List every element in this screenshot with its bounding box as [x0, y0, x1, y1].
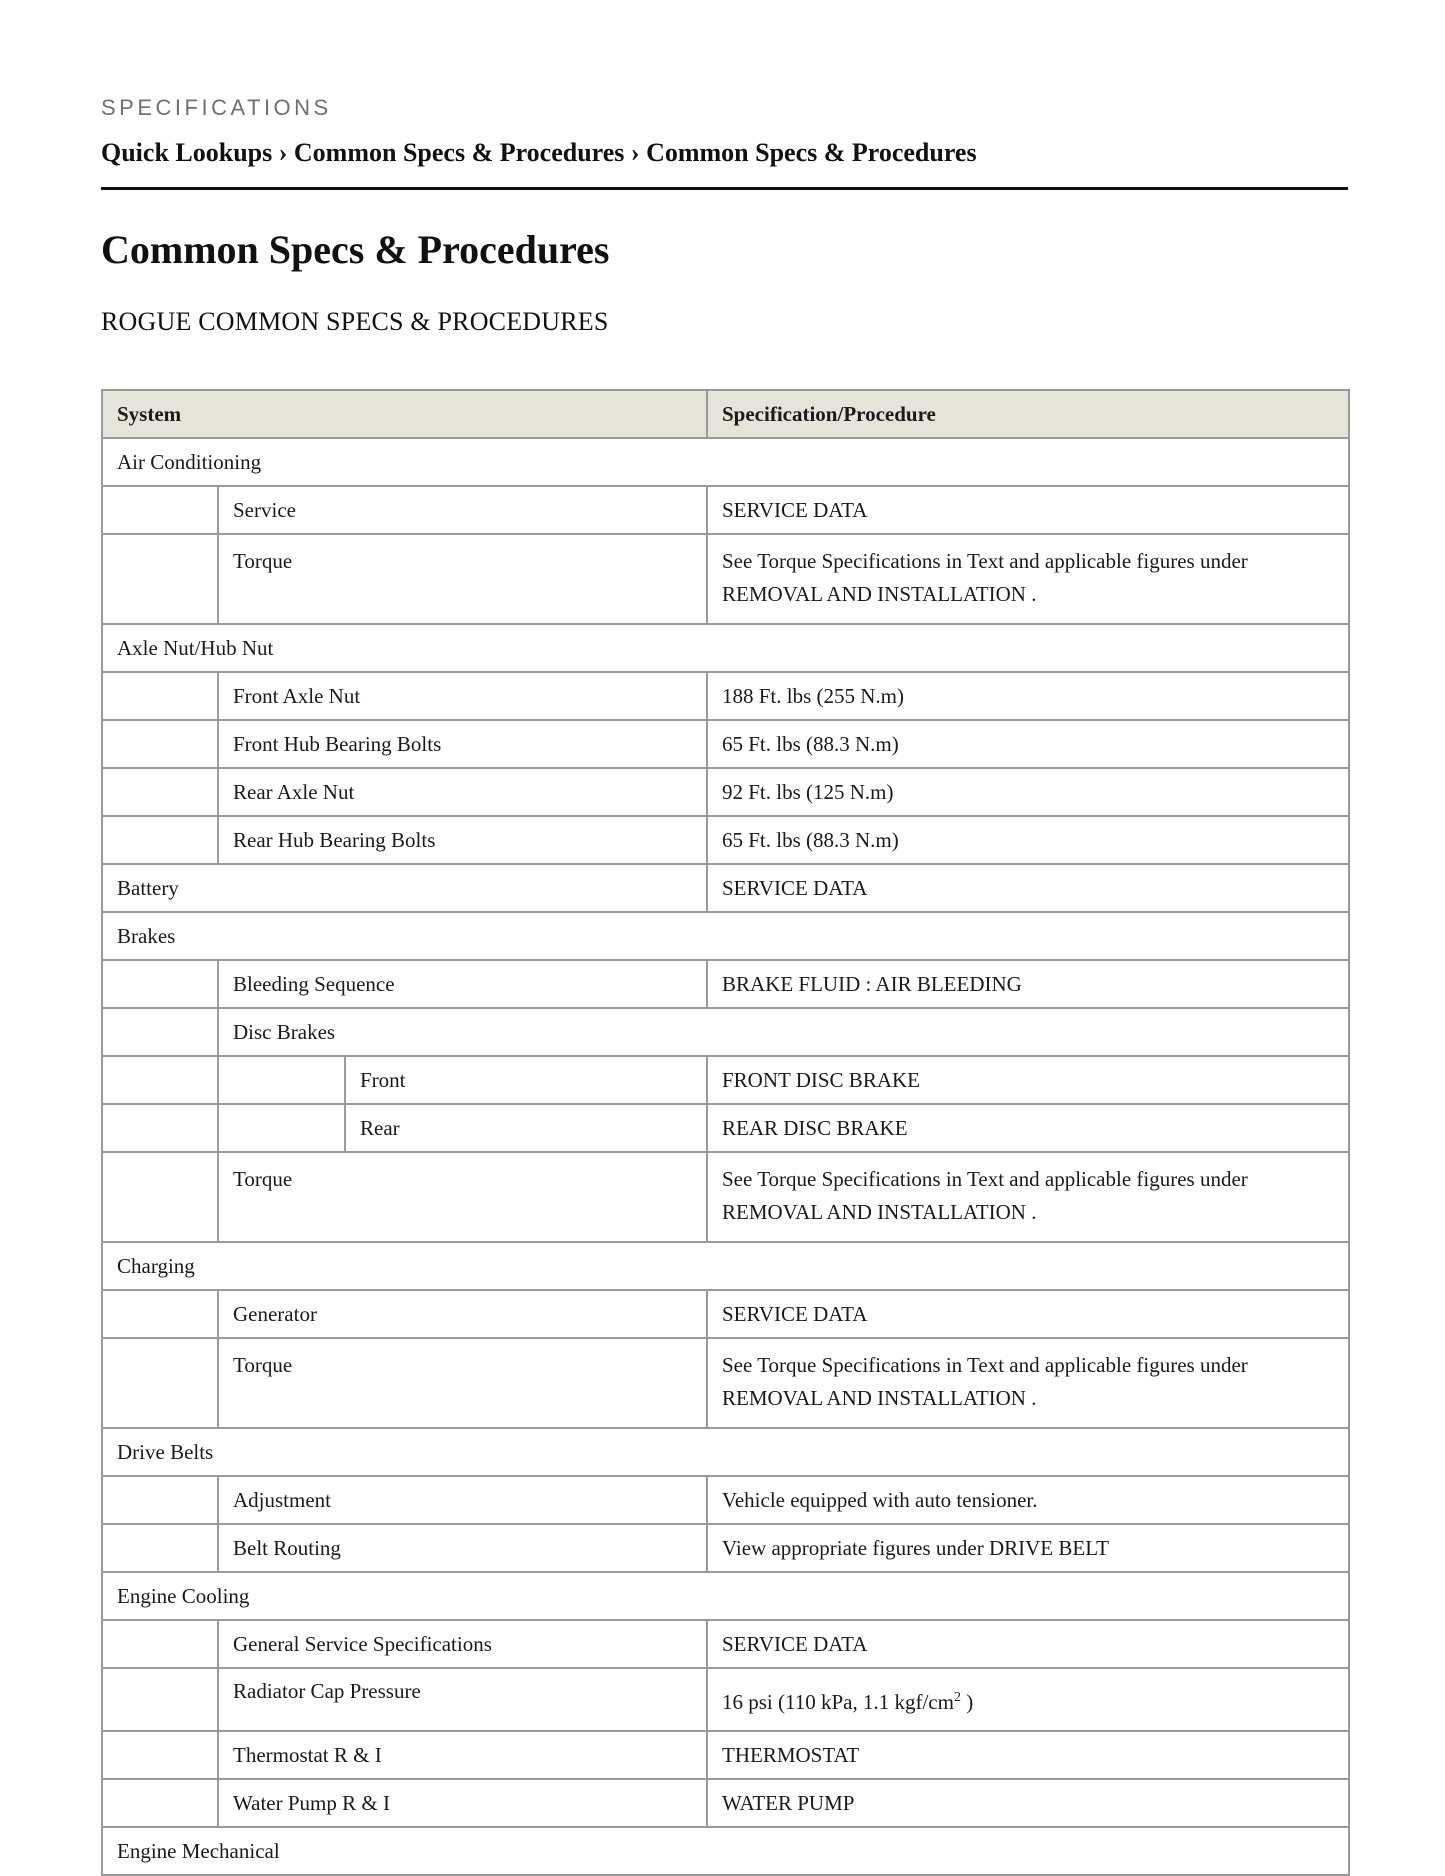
- indent-cell: [102, 1620, 218, 1668]
- table-row: [102, 1152, 1349, 1242]
- table-row: [102, 960, 1349, 1008]
- section-kicker: SPECIFICATIONS: [101, 95, 332, 120]
- indent-cell: [218, 1104, 345, 1152]
- group-label: Engine Mechanical: [102, 1827, 1349, 1875]
- group-label: Axle Nut/Hub Nut: [102, 624, 1349, 672]
- item-spec: View appropriate figures under DRIVE BELT: [707, 1524, 1349, 1572]
- table-row: [102, 768, 1349, 816]
- item-spec: 65 Ft. lbs (88.3 N.m): [707, 816, 1349, 864]
- group-label: Battery: [102, 864, 707, 912]
- table-row: [102, 672, 1349, 720]
- table-row: [102, 1620, 1349, 1668]
- table-row: [102, 1668, 1349, 1731]
- table-row: [102, 1524, 1349, 1572]
- indent-cell: [102, 768, 218, 816]
- item-spec: BRAKE FLUID : AIR BLEEDING: [707, 960, 1349, 1008]
- item-name: Service: [218, 486, 707, 534]
- group-label: Air Conditioning: [102, 438, 1349, 486]
- indent-cell: [102, 1476, 218, 1524]
- item-spec: THERMOSTAT: [707, 1731, 1349, 1779]
- table-row: [102, 1338, 1349, 1428]
- item-spec: REAR DISC BRAKE: [707, 1104, 1349, 1152]
- indent-cell: [102, 1152, 218, 1242]
- item-name: Front Hub Bearing Bolts: [218, 720, 707, 768]
- item-spec: SERVICE DATA: [707, 486, 1349, 534]
- indent-cell: [102, 672, 218, 720]
- item-name: Front: [345, 1056, 707, 1104]
- item-spec: SERVICE DATA: [707, 1290, 1349, 1338]
- table-row: [102, 1008, 1349, 1056]
- header-system: System: [102, 390, 707, 438]
- group-label: Brakes: [102, 912, 1349, 960]
- item-name: Adjustment: [218, 1476, 707, 1524]
- table-row: [102, 1476, 1349, 1524]
- item-name: Belt Routing: [218, 1524, 707, 1572]
- item-spec: 188 Ft. lbs (255 N.m): [707, 672, 1349, 720]
- table-header-row: [102, 390, 1349, 438]
- table-row: [102, 534, 1349, 624]
- indent-cell: [102, 816, 218, 864]
- table-row: [102, 1731, 1349, 1779]
- specs-table: [101, 389, 1350, 1876]
- table-row: [102, 816, 1349, 864]
- item-spec: See Torque Specifications in Text and applicable figures under REMOVAL AND INSTALLATION .: [707, 1152, 1349, 1242]
- indent-cell: [102, 1056, 218, 1104]
- indent-cell: [102, 1008, 218, 1056]
- item-name: Torque: [218, 534, 707, 624]
- table-row: [102, 1056, 1349, 1104]
- table-row: [102, 912, 1349, 960]
- item-name: Water Pump R & I: [218, 1779, 707, 1827]
- item-name: Bleeding Sequence: [218, 960, 707, 1008]
- indent-cell: [102, 534, 218, 624]
- indent-cell: [102, 1524, 218, 1572]
- indent-cell: [102, 960, 218, 1008]
- item-spec: 92 Ft. lbs (125 N.m): [707, 768, 1349, 816]
- indent-cell: [102, 1104, 218, 1152]
- table-row: [102, 1242, 1349, 1290]
- group-label: Engine Cooling: [102, 1572, 1349, 1620]
- table-row: [102, 1428, 1349, 1476]
- indent-cell: [102, 1338, 218, 1428]
- item-spec: Vehicle equipped with auto tensioner.: [707, 1476, 1349, 1524]
- item-spec: See Torque Specifications in Text and applicable figures under REMOVAL AND INSTALLATION .: [707, 1338, 1349, 1428]
- spec-text: 16 psi (110 kPa, 1.1 kgf/cm: [722, 1690, 954, 1714]
- table-row: [102, 1104, 1349, 1152]
- indent-cell: [102, 486, 218, 534]
- indent-cell: [102, 720, 218, 768]
- page-title: Common Specs & Procedures: [101, 227, 610, 272]
- header-divider: [101, 187, 1348, 190]
- item-spec: SERVICE DATA: [707, 1620, 1349, 1668]
- item-name: Torque: [218, 1338, 707, 1428]
- page-subtitle: ROGUE COMMON SPECS & PROCEDURES: [101, 307, 609, 336]
- table-row: [102, 1572, 1349, 1620]
- table-row: [102, 720, 1349, 768]
- indent-cell: [102, 1668, 218, 1731]
- item-spec: FRONT DISC BRAKE: [707, 1056, 1349, 1104]
- item-name: General Service Specifications: [218, 1620, 707, 1668]
- table-row: [102, 864, 1349, 912]
- indent-cell: [102, 1290, 218, 1338]
- table-row: [102, 1290, 1349, 1338]
- header-spec: Specification/Procedure: [707, 390, 1349, 438]
- item-spec: SERVICE DATA: [707, 864, 1349, 912]
- item-name: Torque: [218, 1152, 707, 1242]
- indent-cell: [218, 1056, 345, 1104]
- item-name: Generator: [218, 1290, 707, 1338]
- table-row: [102, 624, 1349, 672]
- table-row: [102, 438, 1349, 486]
- item-name: Radiator Cap Pressure: [218, 1668, 707, 1731]
- indent-cell: [102, 1779, 218, 1827]
- group-label: Charging: [102, 1242, 1349, 1290]
- indent-cell: [102, 1731, 218, 1779]
- group-label: Drive Belts: [102, 1428, 1349, 1476]
- item-name: Front Axle Nut: [218, 672, 707, 720]
- item-spec: See Torque Specifications in Text and applicable figures under REMOVAL AND INSTALLATION .: [707, 534, 1349, 624]
- spec-text-tail: ): [960, 1690, 974, 1714]
- item-spec: WATER PUMP: [707, 1779, 1349, 1827]
- table-row: [102, 1827, 1349, 1875]
- item-name: Rear: [345, 1104, 707, 1152]
- item-spec: 65 Ft. lbs (88.3 N.m): [707, 720, 1349, 768]
- superscript: 2: [953, 1690, 961, 1705]
- breadcrumb: Quick Lookups › Common Specs & Procedures › Common Specs & Procedures: [101, 138, 977, 167]
- item-name: Rear Axle Nut: [218, 768, 707, 816]
- subgroup-label: Disc Brakes: [218, 1008, 1349, 1056]
- item-name: Rear Hub Bearing Bolts: [218, 816, 707, 864]
- table-row: [102, 1779, 1349, 1827]
- item-name: Thermostat R & I: [218, 1731, 707, 1779]
- table-row: [102, 486, 1349, 534]
- item-spec: [707, 1668, 1349, 1731]
